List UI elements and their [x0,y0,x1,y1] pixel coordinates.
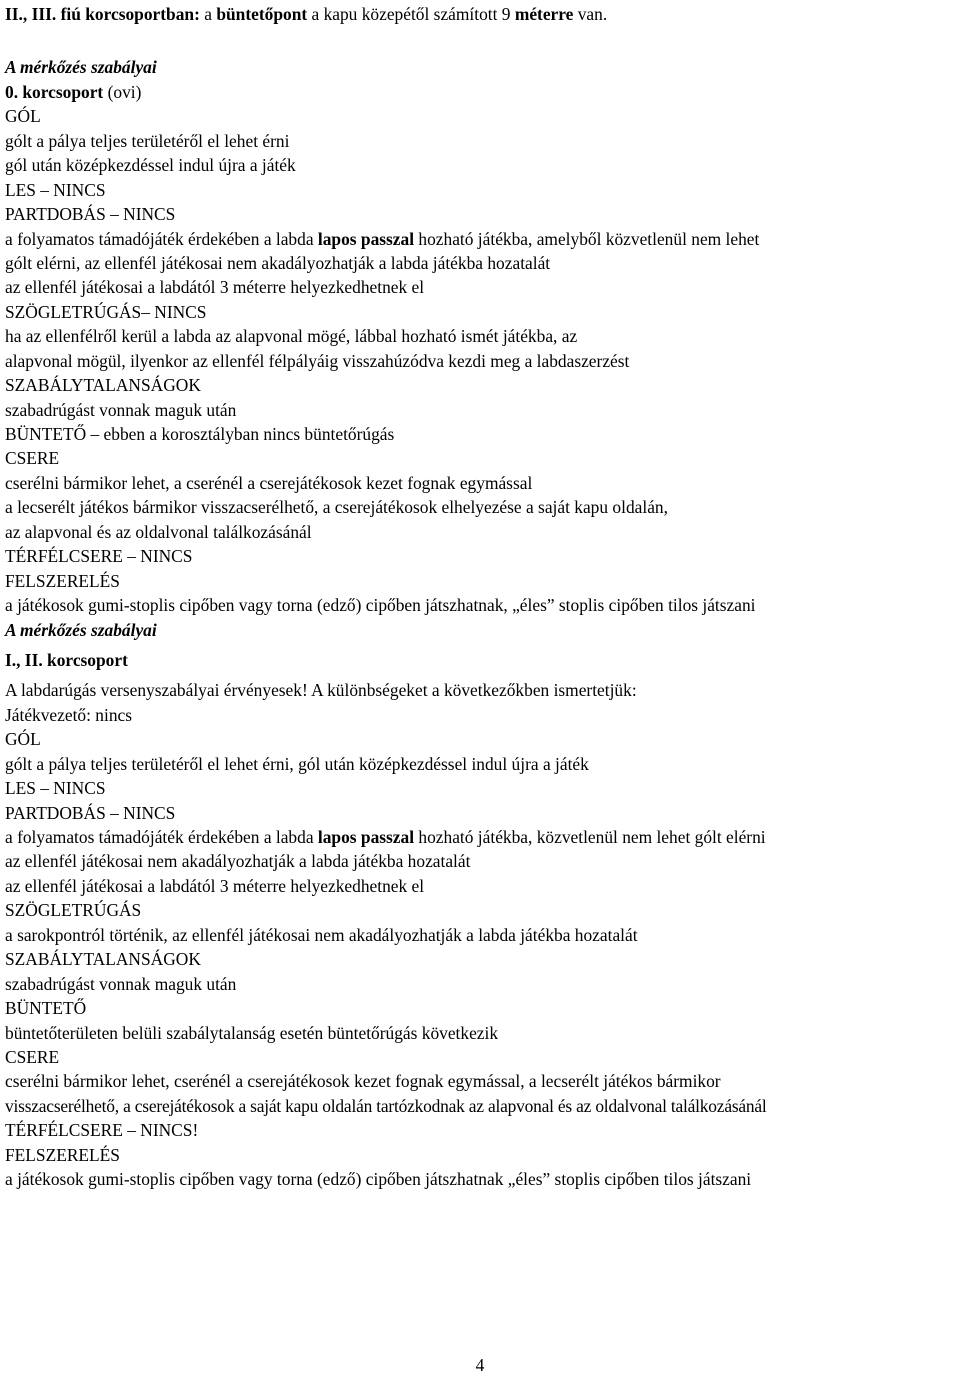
s0-csere-line-1: cserélni bármikor lehet, a cserénél a cserejátékosok kezet fognak egymással [5,472,533,493]
intro-bold: II., III. fiú korcsoportban: [5,4,200,24]
s1-partdobas-heading: PARTDOBÁS – NINCS [5,802,176,823]
s0-folyamatos-line-1 [5,227,960,251]
s1-buntet-heading: BÜNTETŐ [5,998,87,1019]
s1-szoglet-line-1: a sarokpontról történik, az ellenfél játékosai nem akadályozhatják a labda játékba hozatalát [5,924,638,945]
s0-csere-line-2: a lecserélt játékos bármikor visszacserélhető, a cserejátékosok elhelyezése a saját kapu oldalán, [5,497,668,518]
s1-valid-line: A labdarúgás versenyszabályai érvényesek! A különbségeket a következőkben ismertetjük: [5,680,637,701]
s1-folyamatos-line-1 [5,825,960,849]
s0-felsz-heading: FELSZERELÉS [5,570,120,591]
s1-csere-line-1: cserélni bármikor lehet, cserénél a cserejátékosok kezet fognak egymással, a lecserélt játékos bármikor [5,1071,721,1092]
s0-fol-bold: lapos passzal [317,228,415,249]
s0-fol-c: hozható játékba, amelyből közvetlenül nem lehet [414,228,760,249]
section-0-group-title [5,80,960,104]
s0-terfel-heading: TÉRFÉLCSERE – NINCS [5,546,193,567]
intro-line [5,2,960,26]
intro-text-end: van. [573,4,608,24]
s1-referee-line: Játékvezető: nincs [5,704,132,725]
s0-gol-heading: GÓL [5,106,41,127]
s0-les-heading: LES – NINCS [5,179,106,200]
s1-folyamatos-line-2: az ellenfél játékosai nem akadályozhatják a labda játékba hozatalát [5,851,471,872]
s1-fol-bold: lapos passzal [317,827,415,847]
s1-csere-line-2: visszacserélhető, a cserejátékosok a saját kapu oldalán tartózkodnak az alapvonal és az oldalvonal találkozásánál [5,1095,767,1116]
group-0-bold: 0. korcsoport [5,81,104,102]
intro-text-a: a [199,4,217,24]
s0-szoglet-heading: SZÖGLETRÚGÁS– NINCS [5,301,207,322]
s0-csere-line-3: az alapvonal és az oldalvonal találkozásánál [5,521,312,542]
s0-partdobas-heading: PARTDOBÁS – NINCS [5,204,176,225]
s1-felsz-line-1: a játékosok gumi-stoplis cipőben vagy torna (edző) cipőben játszhatnak „éles” stoplis cipőben tilos játszani [5,1169,752,1190]
s1-csere-heading: CSERE [5,1046,60,1067]
s0-szab-line-1: szabadrúgást vonnak maguk után [5,399,237,420]
s1-buntet-line-1: büntetőterületen belüli szabálytalanság esetén büntetőrúgás következik [5,1022,499,1043]
document-page [5,0,960,1192]
s0-folyamatos-line-3: az ellenfél játékosai a labdától 3 méterre helyezkedhetnek el [5,277,425,298]
s0-gol-line-2: gól után középkezdéssel indul újra a játék [5,155,296,176]
s1-fol-a: a folyamatos támadójáték érdekében a labda [5,827,318,847]
s1-folyamatos-line-3: az ellenfél játékosai a labdától 3 méterre helyezkedhetnek el [5,875,425,896]
s0-szoglet-line-2: alapvonal mögül, ilyenkor az ellenfél félpályáig visszahúzódva kezdi meg a labdaszerzést [5,350,630,371]
s1-les-heading: LES – NINCS [5,778,106,799]
section-1-group-title: I., II. korcsoport [5,649,128,670]
s0-felsz-line-1: a játékosok gumi-stoplis cipőben vagy torna (edző) cipőben játszhatnak, „éles” stoplis cipőben tilos játszani [5,595,756,616]
s1-fol-c: hozható játékba, közvetlenül nem lehet gólt elérni [414,827,766,847]
s1-terfel-heading: TÉRFÉLCSERE – NINCS! [5,1120,199,1141]
s1-szab-heading: SZABÁLYTALANSÁGOK [5,949,201,970]
group-0-rest: (ovi) [103,81,142,102]
s0-szoglet-line-1: ha az ellenfélről kerül a labda az alapvonal mögé, lábbal hozható ismét játékba, az [5,326,578,347]
s1-szoglet-heading: SZÖGLETRÚGÁS [5,900,142,921]
s0-fol-a: a folyamatos támadójáték érdekében a labda [5,228,318,249]
intro-meter: méterre [514,4,574,24]
intro-penalty-point: büntetőpont [216,4,308,24]
s1-szab-line-1: szabadrúgást vonnak maguk után [5,973,237,994]
section-1-rules-title: A mérkőzés szabályai [5,619,157,640]
intro-text-mid: a kapu közepétől számított 9 [307,4,515,24]
s0-gol-line-1: gólt a pálya teljes területéről el lehet érni [5,130,290,151]
s1-gol-line-1: gólt a pálya teljes területéről el lehet érni, gól után középkezdéssel indul újra a játék [5,753,589,774]
s1-felsz-heading: FELSZERELÉS [5,1144,120,1165]
section-0-rules-title: A mérkőzés szabályai [5,57,157,78]
s0-folyamatos-line-2: gólt elérni, az ellenfél játékosai nem akadályozhatják a labda játékba hozatalát [5,252,551,273]
s0-csere-heading: CSERE [5,448,60,469]
s1-gol-heading: GÓL [5,729,41,750]
s0-szab-heading: SZABÁLYTALANSÁGOK [5,375,201,396]
s0-buntet-line: BÜNTETŐ – ebben a korosztályban nincs büntetőrúgás [5,424,395,444]
page-number: 4 [475,1355,485,1375]
